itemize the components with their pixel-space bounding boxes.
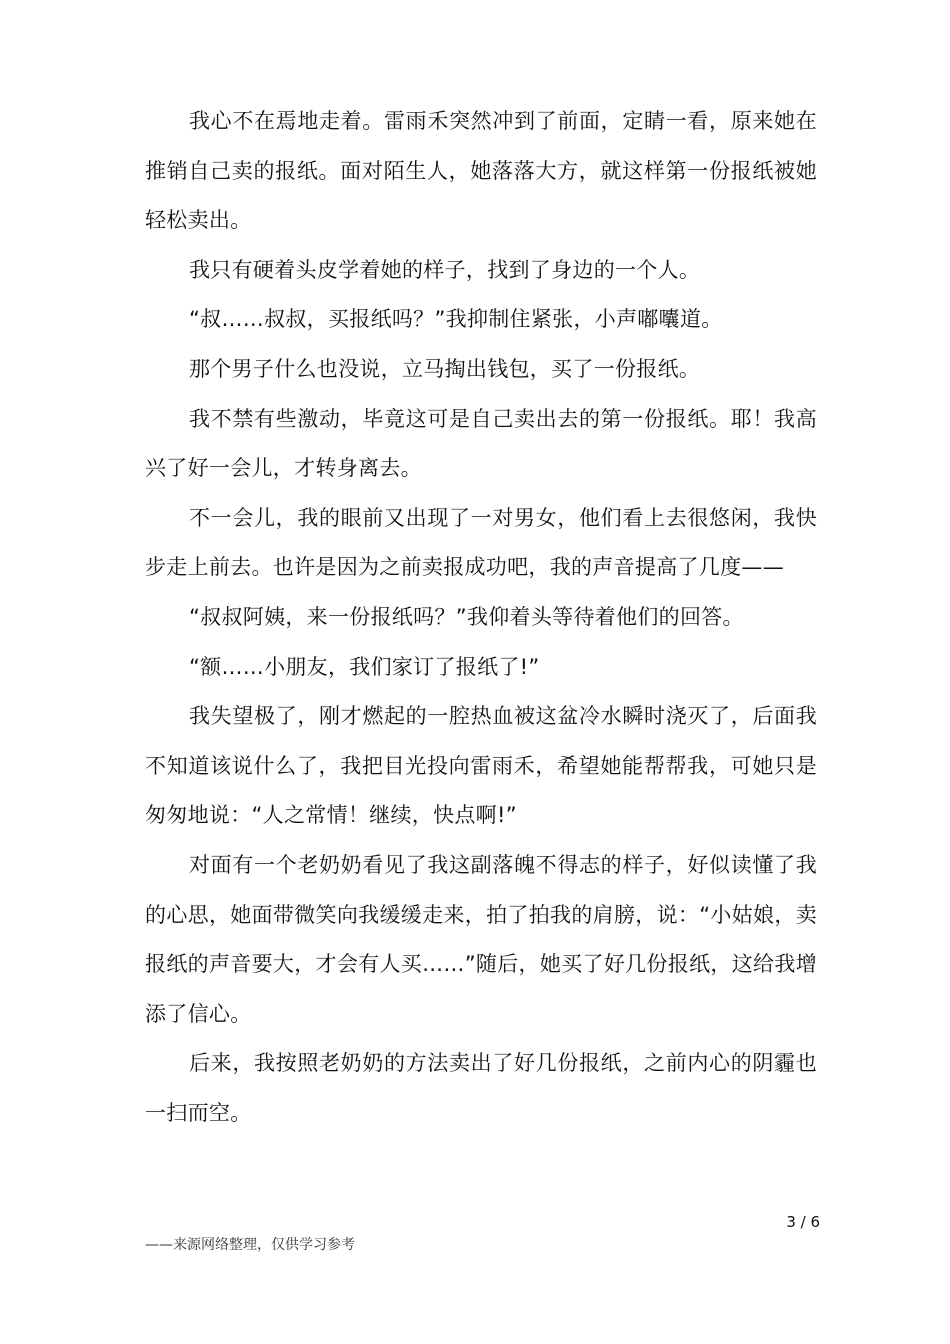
footer-note: ——来源网络整理，仅供学习参考 xyxy=(145,1237,355,1253)
page-number: 3 / 6 xyxy=(786,1213,820,1231)
paragraph-9: 我失望极了，刚才燃起的一腔热血被这盆冷水瞬时浇灭了，后面我不知道该说什么了，我把目光投向雷雨禾，希望她能帮帮我，可她只是匆匆地说：“人之常情！继续，快点啊!” xyxy=(145,704,817,828)
paragraph-4: 那个男子什么也没说，立马掏出钱包，买了一份报纸。 xyxy=(189,356,701,381)
paragraph-3: “叔……叔叔，买报纸吗？”我抑制住紧张，小声嘟囔道。 xyxy=(189,307,723,332)
paragraph-10: 对面有一个老奶奶看见了我这副落魄不得志的样子，好似读懂了我的心思，她面带微笑向我缓缓走来，拍了拍我的肩膀，说：“小姑娘，卖报纸的声音要大，才会有人买……”随后，她买了好几份报纸，这给我增添了信心。 xyxy=(145,852,817,1026)
paragraph-1: 我心不在焉地走着。雷雨禾突然冲到了前面，定睛一看，原来她在推销自己卖的报纸。面对陌生人，她落落大方，就这样第一份报纸被她轻松卖出。 xyxy=(145,109,817,233)
paragraph-2: 我只有硬着头皮学着她的样子，找到了身边的一个人。 xyxy=(189,257,701,282)
paragraph-5: 我不禁有些激动，毕竟这可是自己卖出去的第一份报纸。耶！我高兴了好一会儿，才转身离去。 xyxy=(145,406,817,481)
paragraph-7: “叔叔阿姨，来一份报纸吗？”我仰着头等待着他们的回答。 xyxy=(189,604,744,629)
paragraph-11: 后来，我按照老奶奶的方法卖出了好几份报纸，之前内心的阴霾也一扫而空。 xyxy=(145,1051,817,1125)
paragraph-8: “额……小朋友，我们家订了报纸了!” xyxy=(189,654,540,679)
paragraph-6: 不一会儿，我的眼前又出现了一对男女，他们看上去很悠闲，我快步走上前去。也许是因为之前卖报成功吧，我的声音提高了几度—— xyxy=(145,505,817,580)
document-body xyxy=(145,97,817,1138)
